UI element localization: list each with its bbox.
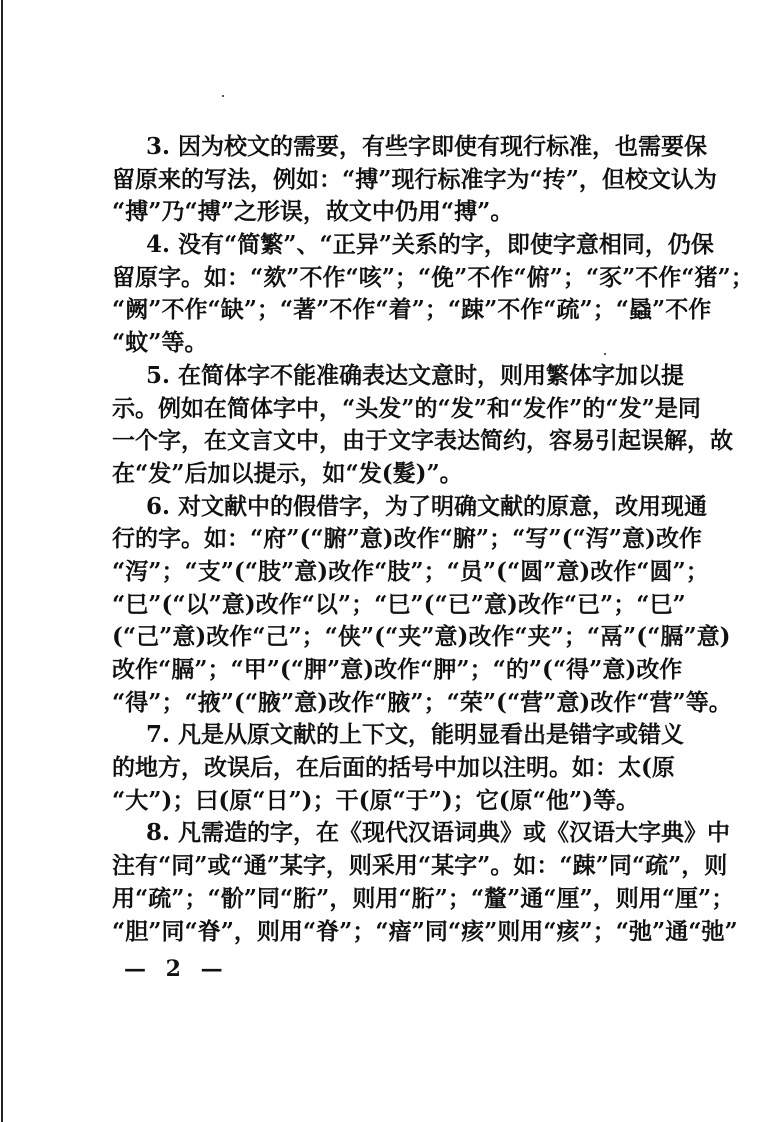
text-line: 7. 凡是从原文献的上下文，能明显看出是错字或错义 <box>146 721 685 749</box>
text-line: “大”)；曰(原“日”)；干(原“于”)；它(原“他”)等。 <box>112 786 640 814</box>
text-line: “阙”不作“缺”；“著”不作“着”；“踈”不作“疏”；“蟁”不作 <box>112 296 712 324</box>
text-line: 一个字，在文言文中，由于文字表达简约，容易引起误解，故 <box>112 427 733 455</box>
text-line: 用“疏”；“骱”同“胻”，则用“胻”；“釐”通“厘”，则用“厘”； <box>112 884 735 912</box>
text-line: 8. 凡需造的字，在《现代汉语词典》或《汉语大字典》中 <box>146 819 731 847</box>
text-line: 示。例如在简体字中，“头发”的“发”和“发作”的“发”是同 <box>112 394 701 422</box>
text-line: “得”；“掖”(“腋”意)改作“腋”；“荣”(“营”意)改作“营”等。 <box>112 688 732 716</box>
text-line: 6. 对文献中的假借字，为了明确文献的原意，改用现通 <box>146 492 708 520</box>
text-line: “搏”乃“搏”之形误，故文中仍用“搏”。 <box>112 198 514 226</box>
text-line: 行的字。如：“府”(“腑”意)改作“腑”；“写”(“泻”意)改作 <box>112 525 702 553</box>
text-line: (“己”意)改作“己”；“侠”(“夹”意)改作“夹”；“鬲”(“膈”意) <box>112 623 731 651</box>
text-line: 5. 在简体字不能准确表达文意时，则用繁体字加以提 <box>146 361 685 389</box>
page-number: — 2 — <box>124 956 229 982</box>
scan-edge <box>1 0 3 1122</box>
text-line: 的地方，改误后，在后面的括号中加以注明。如：太(原 <box>112 754 675 782</box>
text-line: “巳”(“以”意)改作“以”；“巳”(“已”意)改作“已”；“巳” <box>112 590 686 618</box>
text-line: 留原来的写法，例如：“搏”现行标准字为“抟”，但校文认为 <box>112 165 717 193</box>
body-text <box>112 131 754 948</box>
text-line: “胆”同“脊”，则用“脊”；“瘖”同“痎”则用“痎”；“弛”通“弛” <box>112 917 738 945</box>
text-line: 注有“同”或“通”某字，则采用“某字”。如：“踈”同“疏”，则 <box>112 852 728 880</box>
text-line: “蚊”等。 <box>112 329 208 357</box>
text-line: 在“发”后加以提示，如“发(髮)”。 <box>112 459 463 487</box>
text-line: 3. 因为校文的需要，有些字即使有现行标准，也需要保 <box>146 133 708 160</box>
text-line: “泻”；“支”(“肢”意)改作“肢”；“员”(“圆”意)改作“圆”； <box>112 557 709 585</box>
scan-speck <box>222 95 224 97</box>
text-line: 改作“膈”；“甲”(“胛”意)改作“胛”；“的”(“得”意)改作 <box>112 656 683 683</box>
text-line: 留原字。如：“欬”不作“咳”；“俛”不作“俯”；“豕”不作“猪”； <box>112 263 754 291</box>
text-line: 4. 没有“简繁”、“正异”关系的字，即使字意相同，仍保 <box>146 231 714 259</box>
